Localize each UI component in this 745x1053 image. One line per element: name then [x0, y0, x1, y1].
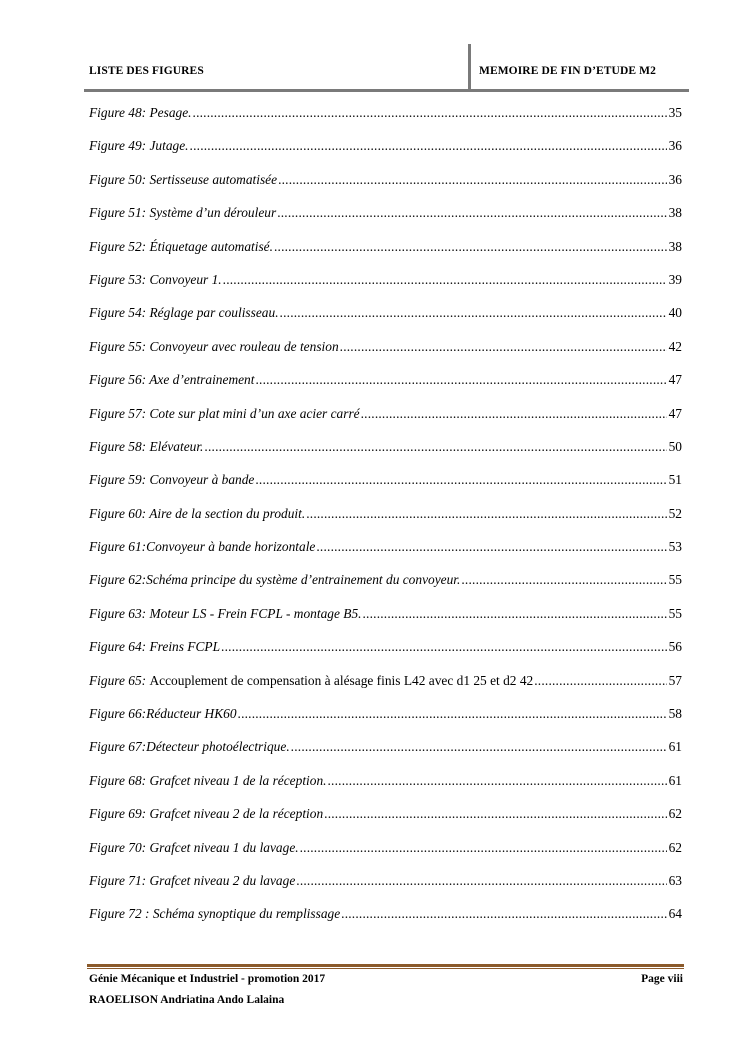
toc-dot-leader [255, 371, 666, 389]
toc-entry-label [89, 137, 189, 155]
toc-entry-label [89, 371, 254, 389]
toc-entry[interactable] [89, 672, 682, 705]
toc-dot-leader [221, 638, 667, 656]
toc-entry-page: 36 [668, 138, 682, 154]
toc-entry-label [89, 738, 290, 756]
toc-entry-caption: Figure 48: Pesage. [89, 105, 192, 120]
toc-entry-page: 35 [668, 105, 682, 120]
toc-entry-page: 58 [668, 706, 682, 722]
toc-entry[interactable] [89, 805, 682, 838]
toc-dot-leader [361, 405, 667, 423]
toc-entry-label [89, 438, 203, 456]
header-document-title: MEMOIRE DE FIN D’ETUDE M2 [479, 65, 656, 77]
toc-entry-page: 42 [668, 338, 682, 354]
toc-dot-leader [274, 238, 667, 256]
toc-entry-label [89, 571, 460, 589]
toc-entry-page: 39 [668, 271, 682, 287]
toc-dot-leader [278, 171, 667, 189]
header-divider-vertical [468, 44, 471, 90]
toc-entry-label [89, 405, 360, 423]
toc-dot-leader [461, 571, 666, 589]
toc-entry-page: 63 [668, 872, 682, 888]
toc-entry-caption: Figure 62:Schéma principe du système d’entrainement du convoyeur. [89, 572, 461, 588]
toc-dot-leader [190, 137, 667, 155]
toc-entry-caption: Figure 66:Réducteur HK60 [89, 706, 237, 722]
toc-entry-page: 64 [668, 906, 682, 922]
toc-entry-label [89, 805, 323, 823]
toc-entry-caption: Figure 59: Convoyeur à bande [89, 472, 255, 488]
footer-rule-thick [87, 964, 684, 967]
toc-entry-caption: Figure 70: Grafcet niveau 1 du lavage. [89, 839, 299, 855]
toc-entry-label [89, 204, 276, 222]
toc-entry-caption: Figure 67:Détecteur photoélectrique. [89, 739, 290, 755]
toc-dot-leader [341, 905, 666, 923]
toc-dot-leader [328, 772, 667, 790]
toc-entry[interactable] [89, 605, 682, 638]
toc-dot-leader [316, 538, 666, 556]
toc-entry-page: 51 [668, 472, 682, 488]
toc-dot-leader [306, 505, 666, 523]
toc-entry-caption: Figure 60: Aire de la section du produit. [89, 505, 306, 521]
toc-entry-caption: Figure 68: Grafcet niveau 1 de la réception. [89, 772, 327, 788]
toc-entry-page: 55 [668, 572, 682, 588]
toc-dot-leader [534, 672, 666, 690]
toc-entry-caption: Figure 52: Étiquetage automatisé. [89, 238, 273, 254]
toc-entry-label [89, 672, 533, 690]
toc-entry-caption: Figure 53: Convoyeur 1. [89, 271, 222, 287]
toc-entry-label [89, 538, 315, 556]
toc-entry-page: 56 [668, 639, 682, 655]
toc-entry[interactable] [89, 104, 682, 137]
toc-entry-caption: Figure 61:Convoyeur à bande horizontale [89, 539, 316, 555]
toc-entry[interactable] [89, 171, 682, 204]
toc-entry-label [89, 471, 254, 489]
toc-entry-caption: Figure 51: Système d’un dérouleur [89, 205, 277, 221]
toc-entry-label [89, 839, 299, 857]
toc-entry[interactable] [89, 471, 682, 504]
toc-entry-page: 50 [668, 438, 682, 454]
toc-entry-page: 62 [668, 806, 682, 822]
toc-dot-leader [300, 839, 667, 857]
toc-entry-caption: Figure 56: Axe d’entrainement [89, 372, 255, 388]
toc-entry-caption: Figure 65: [89, 672, 150, 688]
toc-entry[interactable] [89, 571, 682, 604]
toc-entry[interactable] [89, 405, 682, 438]
toc-entry-caption: Figure 58: Elévateur. [89, 438, 204, 454]
toc-entry[interactable] [89, 438, 682, 471]
toc-entry[interactable] [89, 371, 682, 404]
toc-dot-leader [277, 204, 666, 222]
toc-entry-page: 47 [668, 405, 682, 421]
toc-dot-leader [324, 805, 666, 823]
toc-entry-label [89, 905, 340, 923]
toc-entry[interactable] [89, 538, 682, 571]
toc-entry-page: 62 [668, 839, 682, 855]
toc-entry-caption: Figure 69: Grafcet niveau 2 de la réception [89, 806, 324, 822]
toc-entry-label [89, 271, 222, 289]
toc-entry-caption: Figure 63: Moteur LS - Frein FCPL - montage B5. [89, 605, 362, 621]
toc-entry-caption: Figure 72 : Schéma synoptique du remplissage [89, 906, 341, 922]
toc-dot-leader [291, 738, 667, 756]
toc-dot-leader [363, 605, 667, 623]
toc-entry-page: 61 [668, 739, 682, 755]
toc-entry-page: 57 [668, 672, 682, 688]
toc-dot-leader [255, 471, 666, 489]
toc-entry-page: 47 [668, 372, 682, 388]
toc-entry-caption: Figure 55: Convoyeur avec rouleau de tension [89, 338, 339, 354]
toc-entry-page: 52 [668, 505, 682, 521]
toc-entry-caption: Figure 50: Sertisseuse automatisée [89, 171, 278, 187]
toc-entry[interactable] [89, 204, 682, 237]
toc-entry[interactable] [89, 738, 682, 771]
footer-rule-thin [87, 968, 684, 969]
toc-entry[interactable] [89, 872, 682, 905]
toc-entry[interactable] [89, 772, 682, 805]
toc-entry-page: 36 [668, 171, 682, 187]
header-section-title: LISTE DES FIGURES [89, 65, 204, 77]
header-rule [84, 89, 689, 92]
toc-dot-leader [340, 338, 667, 356]
toc-entry[interactable] [89, 271, 682, 304]
toc-entry-page: 40 [668, 305, 682, 321]
toc-entry-label [89, 505, 305, 523]
toc-entry-label [89, 338, 339, 356]
toc-dot-leader [296, 872, 666, 890]
toc-entry[interactable] [89, 839, 682, 872]
toc-dot-leader [238, 705, 667, 723]
toc-entry[interactable] [89, 638, 682, 671]
footer-author: RAOELISON Andriatina Ando Lalaina [89, 994, 285, 1006]
toc-entry[interactable] [89, 905, 682, 938]
toc-entry[interactable] [89, 705, 682, 738]
toc-dot-leader [193, 104, 667, 122]
toc-dot-leader [223, 271, 667, 289]
toc-entry-page: 53 [668, 539, 682, 555]
toc-entry-label [89, 104, 192, 122]
toc-entry-label [89, 872, 295, 890]
toc-entry-caption: Figure 49: Jutage. [89, 138, 189, 154]
toc-entry-label [89, 171, 277, 189]
toc-entry-caption: Figure 71: Grafcet niveau 2 du lavage [89, 872, 296, 888]
toc-entry-label [89, 605, 362, 623]
toc-entry[interactable] [89, 338, 682, 371]
toc-entry-label [89, 304, 279, 322]
toc-dot-leader [280, 304, 667, 322]
toc-entry-label [89, 238, 273, 256]
table-of-figures [89, 104, 682, 939]
toc-entry-caption-plain: Accouplement de compensation à alésage finis L42 avec d1 25 et d2 42 [149, 672, 534, 688]
toc-entry-label [89, 772, 327, 790]
toc-entry[interactable] [89, 304, 682, 337]
footer-program: Génie Mécanique et Industriel - promotion 2017 [89, 973, 326, 985]
toc-entry-caption: Figure 64: Freins FCPL [89, 639, 221, 655]
toc-entry-page: 38 [668, 205, 682, 221]
toc-entry-label [89, 705, 237, 723]
toc-entry[interactable] [89, 238, 682, 271]
toc-entry[interactable] [89, 505, 682, 538]
toc-dot-leader [204, 438, 666, 456]
toc-entry[interactable] [89, 137, 682, 170]
toc-entry-caption: Figure 54: Réglage par coulisseau. [89, 305, 279, 321]
footer-page-number: Page viii [641, 973, 683, 985]
toc-entry-page: 61 [668, 772, 682, 788]
toc-entry-caption: Figure 57: Cote sur plat mini d’un axe acier carré [89, 405, 360, 421]
toc-entry-page: 38 [668, 238, 682, 254]
toc-entry-label [89, 638, 220, 656]
toc-entry-page: 55 [668, 605, 682, 621]
